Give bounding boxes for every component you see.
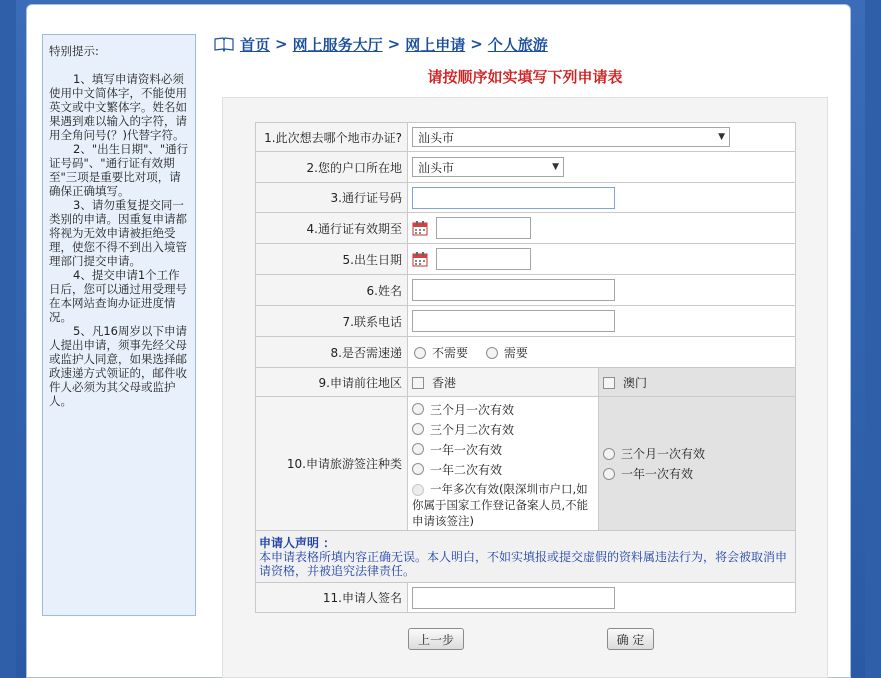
express-yes-radio[interactable] [486,347,498,359]
macau-checkbox[interactable] [603,377,615,389]
notice-item: 1、填写申请资料必须使用中文简体字，不能使用英文或中文繁体字。姓名如果遇到难以输入的字符，请用全角问号(？)代替字符。 [49,72,187,142]
phone-label: 7.联系电话 [256,306,408,337]
hk-1y-twice-radio[interactable] [412,463,424,475]
application-form: 1.此次想去哪个地市办证? 汕头市 ▼ 2.您的户口所在地 汕头市 ▼ 3.通行证号码 4.通行证有效期至 5.出生日期 6.姓名 7.联系电话 8.是否需速递 不需要 需要 9.申请前往地区 香港 澳门 10.申请旅游签注种类 三个月一次有效 三个月二次有效 一年一次有效 一年二次有效 一年多次有效(限深圳市户口,如你属于国家工作登记备案人员,不能申请该签注) 三个月一次有效 一年一次有效 申请人声明 ： 本申请表格所填内容正确无误。本人明白，不如实填报或提交虚假的资料属违法行为，将会被取消申请资格，并被追究法律责任。 11.申请人签名 [255,122,796,613]
page-title: 请按顺序如实填写下列申请表 [427,68,623,86]
permit-expiry-input[interactable] [436,217,531,239]
hk-1y-once-radio[interactable] [412,443,424,455]
calendar-icon[interactable] [412,220,428,236]
destination-label: 9.申请前往地区 [256,368,408,397]
breadcrumb-online-apply-link[interactable]: 网上申请 [405,35,466,54]
declaration [256,531,796,583]
breadcrumb-service-hall-link[interactable]: 网上服务大厅 [292,35,383,54]
breadcrumb-separator: > [387,35,401,53]
signature-input[interactable] [412,587,615,609]
hukou-label: 2.您的户口所在地 [256,152,408,183]
chevron-down-icon: ▼ [718,132,725,142]
city-select[interactable]: 汕头市 ▼ [412,127,730,147]
breadcrumb [214,34,548,54]
name-label: 6.姓名 [256,275,408,306]
birth-date-label: 5.出生日期 [256,244,408,275]
hongkong-checkbox[interactable] [412,377,424,389]
macau-label: 澳门 [623,375,648,390]
permit-number-label: 3.通行证号码 [256,183,408,213]
birth-date-input[interactable] [436,248,531,270]
macau-1y-once-radio[interactable] [603,468,615,480]
express-no-radio[interactable] [414,347,426,359]
prev-step-button[interactable]: 上一步 [408,628,464,650]
hongkong-label: 香港 [432,375,457,390]
express-yes-label: 需要 [503,345,528,360]
notice-item: 3、请勿重复提交同一类别的申请。因重复申请都将视为无效申请被拒绝受理，使您不得不到出入境管理部门提交申请。 [49,198,187,268]
declaration-title: 申请人声明 ： [259,535,336,550]
express-no-label: 不需要 [432,345,469,360]
hk-1y-multi-radio[interactable] [412,484,424,496]
notice-item: 2、"出生日期"、"通行证号码"、"通行证有效期至"三项是重要比对项，请确保正确填写。 [49,142,189,198]
hk-multi-label: 一年多次有效(限深圳市户口,如你属于国家工作登记备案人员,不能申请该签注) [412,482,589,528]
breadcrumb-personal-travel-link[interactable]: 个人旅游 [487,35,548,54]
notice-box [42,34,196,616]
permit-expiry-label: 4.通行证有效期至 [256,213,408,244]
hk-3m-once-radio[interactable] [412,403,424,415]
breadcrumb-separator: > [275,35,288,53]
express-label: 8.是否需速递 [256,337,408,368]
name-input[interactable] [412,279,615,301]
calendar-icon[interactable] [412,251,428,267]
confirm-button[interactable]: 确 定 [607,628,654,650]
hk-3m-twice-radio[interactable] [412,423,424,435]
breadcrumb-separator: > [470,35,483,53]
chevron-down-icon: ▼ [552,162,559,172]
declaration-text: 本申请表格所填内容正确无误。本人明白，不如实填报或提交虚假的资料属违法行为，将会被取消申请资格，并被追究法律责任。 [259,549,788,578]
signature-label: 11.申请人签名 [256,583,408,613]
phone-input[interactable] [412,310,615,332]
notice-title: 特别提示: [49,44,99,58]
macau-3m-once-radio[interactable] [603,448,615,460]
breadcrumb-home-link[interactable]: 首页 [240,35,271,54]
permit-number-input[interactable] [412,187,615,209]
notice-item: 4、提交申请1个工作日后，您可以通过用受理号在本网站查询办证进度情况。 [49,268,187,324]
endorsement-type-label: 10.申请旅游签注种类 [256,397,408,531]
hukou-select[interactable]: 汕头市 ▼ [412,157,564,177]
book-icon [214,36,234,52]
city-label: 1.此次想去哪个地市办证? [256,123,408,152]
notice-item: 5、凡16周岁以下申请人提出申请，须事先经父母或监护人同意，如果选择邮政速递方式领证的，邮件收件人必须为其父母或监护人。 [49,324,187,408]
